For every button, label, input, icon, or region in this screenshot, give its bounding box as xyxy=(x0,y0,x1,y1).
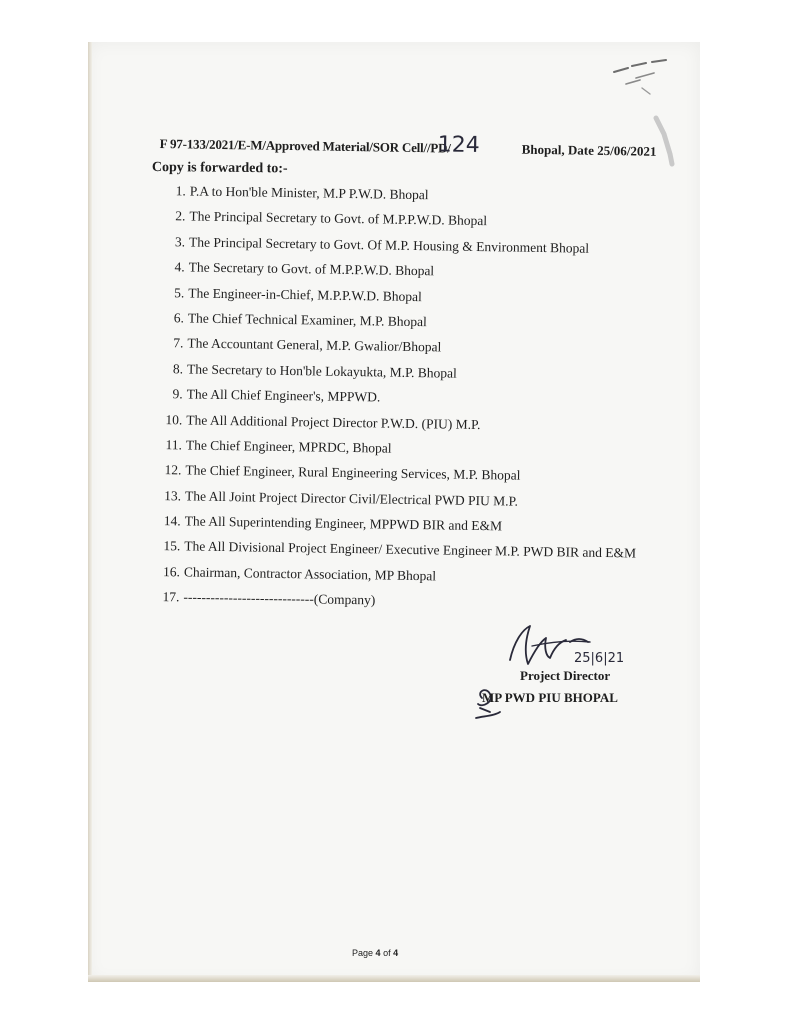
copy-heading: Copy is forwarded to:- xyxy=(151,160,288,177)
list-item-text: The Engineer-in-Chief, M.P.P.W.D. Bhopal xyxy=(188,285,422,304)
list-item-number: 10. xyxy=(165,411,183,427)
list-item-text: The Chief Engineer, MPRDC, Bhopal xyxy=(185,437,392,456)
list-item-text: The Accountant General, M.P. Gwalior/Bhopal xyxy=(187,335,442,355)
list-item-number: 8. xyxy=(172,360,184,377)
list-item-number: 1. xyxy=(175,183,186,199)
file-number-handwritten: 124 xyxy=(437,132,480,159)
list-item-text: The Secretary to Hon'ble Lokayukta, M.P. Bhopal xyxy=(186,361,457,381)
list-item-number: 9. xyxy=(172,386,183,402)
list-item-text: The Secretary to Govt. of M.P.P.W.D. Bhopal xyxy=(188,259,435,279)
list-item-text: The All Additional Project Director P.W.D. (PIU) M.P. xyxy=(186,411,481,432)
scan-edge-left xyxy=(88,42,92,982)
list-item-number: 4. xyxy=(174,259,185,275)
list-item-text: The All Joint Project Director Civil/Electrical PWD PIU M.P. xyxy=(184,488,519,509)
list-item-text: P.A to Hon'ble Minister, M.P P.W.D. Bhopal xyxy=(189,183,429,203)
list-item-number: 5. xyxy=(174,284,185,300)
page-of: of xyxy=(383,948,391,958)
list-item-number: 7. xyxy=(173,335,184,351)
list-item-number: 6. xyxy=(173,310,185,326)
list-item-number: 15. xyxy=(163,538,181,554)
list-item-text: The All Chief Engineer's, MPPWD. xyxy=(186,386,381,405)
signatory-title: Project Director xyxy=(520,668,611,683)
page-footer xyxy=(352,948,398,958)
list-item-number: 12. xyxy=(164,462,182,478)
list-item-number: 3. xyxy=(174,234,186,250)
list-item-text: The Chief Engineer, Rural Engineering Services, M.P. Bhopal xyxy=(185,462,521,483)
list-item-number: 16. xyxy=(162,563,181,580)
list-item-number: 17. xyxy=(162,589,180,605)
list-item-text: Chairman, Contractor Association, MP Bhopal xyxy=(183,564,437,584)
list-item-text: The All Divisional Project Engineer/ Executive Engineer M.P. PWD BIR and E&M xyxy=(184,538,637,561)
list-item-text: The Principal Secretary to Govt. Of M.P. Housing & Environment Bhopal xyxy=(188,234,590,256)
page-current: 4 xyxy=(375,948,381,958)
list-item-number: 13. xyxy=(164,487,182,504)
signatory-office: MP PWD PIU BHOPAL xyxy=(482,690,618,705)
distribution-list xyxy=(153,183,660,622)
scan-edge-bottom xyxy=(88,975,700,982)
page-label: Page xyxy=(352,948,374,958)
list-item-text: -----------------------------(Company) xyxy=(183,589,376,608)
list-item-text: The All Superintending Engineer, MPPWD BIR and E&M xyxy=(184,513,503,534)
place-date: Bhopal, Date 25/06/2021 xyxy=(521,141,657,159)
list-item-text: The Chief Technical Examiner, M.P. Bhopal xyxy=(187,310,427,330)
svg-text:25|6|21: 25|6|21 xyxy=(574,651,625,666)
list-item-number: 11. xyxy=(165,437,183,453)
list-item-text: The Principal Secretary to Govt. of M.P.P.W.D. Bhopal xyxy=(189,208,488,229)
file-number: F 97-133/2021/E-M/Approved Material/SOR Cell//PD/ xyxy=(159,135,451,156)
page-total: 4 xyxy=(393,948,399,958)
list-item-number: 2. xyxy=(175,208,186,224)
list-item-number: 14. xyxy=(163,513,181,529)
